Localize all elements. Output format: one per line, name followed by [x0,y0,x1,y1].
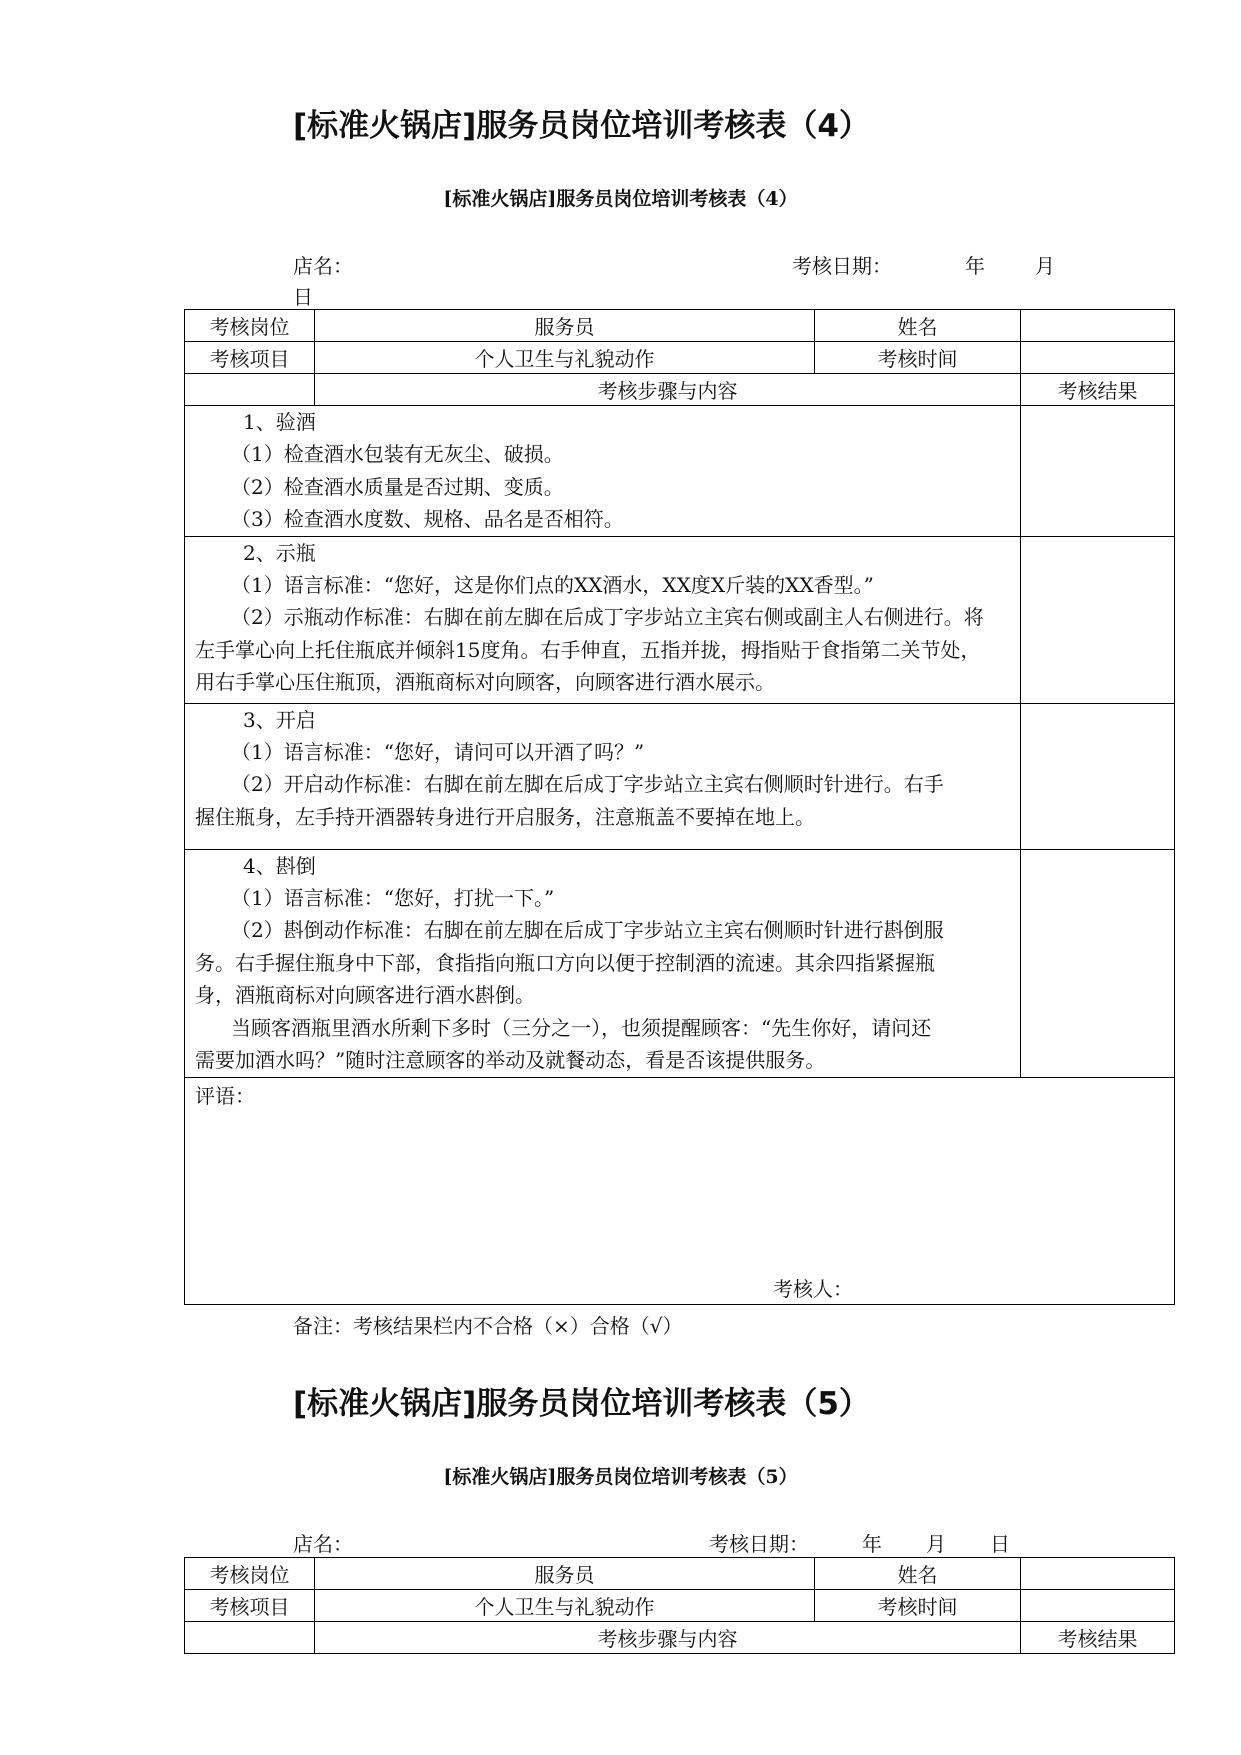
section-item: （2）开启动作标准：右脚在前左脚在后成丁字步站立主宾右侧顺时针进行。右手 [231,772,944,797]
steps-label: 考核步骤与内容 [315,1622,1021,1654]
form4-year: 年 [965,254,985,278]
examiner-label: 考核人： [773,1276,853,1301]
section-verify [185,406,1021,537]
section-title: 4、斟倒 [243,853,316,878]
section-item: 用右手掌心压住瓶顶，酒瓶商标对向顾客，向顾客进行酒水展示。 [195,670,775,695]
result-label: 考核结果 [1021,1622,1175,1654]
position-label: 考核岗位 [185,310,315,342]
section-item: （1）检查酒水包装有无灰尘、破损。 [231,442,564,467]
section-item: （1）语言标准：“您好，这是你们点的XX酒水，XX度X斤装的XX香型。” [231,573,874,598]
form5-subheading: [标准火锅店]服务员岗位培训考核表（5） [443,1466,798,1488]
form4-note: 备注：考核结果栏内不合格（×）合格（√） [293,1314,683,1338]
form5-heading: [标准火锅店]服务员岗位培训考核表（5） [293,1386,870,1422]
section-show-bottle [185,536,1021,703]
form5-table [184,1557,1175,1654]
form4-table [184,309,1175,1305]
comment-cell[interactable] [185,1077,1175,1304]
section-item: （2）斟倒动作标准：右脚在前左脚在后成丁字步站立主宾右侧顺时针进行斟倒服 [231,918,944,943]
section-open [185,703,1021,849]
name-value-cell[interactable] [1021,1558,1175,1590]
section-item: （2）示瓶动作标准：右脚在前左脚在后成丁字步站立主宾右侧或副主人右侧进行。将 [231,605,984,630]
form5-month: 月 [926,1532,946,1556]
result-cell[interactable] [1021,703,1175,849]
steps-label: 考核步骤与内容 [315,374,1021,406]
section-title: 1、验酒 [243,410,316,434]
section-title: 2、示瓶 [243,540,316,565]
section-item: 身，酒瓶商标对向顾客进行酒水斟倒。 [195,983,535,1008]
position-value: 服务员 [315,1558,815,1590]
blank-cell [185,374,315,406]
section-item: 务。右手握住瓶身中下部，食指指向瓶口方向以便于控制酒的流速。其余四指紧握瓶 [195,950,935,975]
form4-heading: [标准火锅店]服务员岗位培训考核表（4） [293,108,870,144]
blank-cell [185,1622,315,1654]
form5-year: 年 [862,1532,882,1556]
name-label: 姓名 [815,1558,1021,1590]
item-value: 个人卫生与礼貌动作 [315,1590,815,1622]
name-label: 姓名 [815,310,1021,342]
section-item: 需要加酒水吗？”随时注意顾客的举动及就餐动态，看是否该提供服务。 [195,1048,826,1073]
section-item: （1）语言标准：“您好，请问可以开酒了吗？” [231,740,645,765]
form4-day: 日 [293,285,313,309]
form5-day: 日 [990,1532,1010,1556]
comment-label: 评语： [195,1083,255,1108]
position-value: 服务员 [315,310,815,342]
form5-store-label: 店名： [293,1532,353,1556]
form5-date-label: 考核日期： [709,1532,809,1556]
item-label: 考核项目 [185,342,315,374]
section-pour [185,849,1021,1077]
result-cell[interactable] [1021,406,1175,537]
form4-subheading: [标准火锅店]服务员岗位培训考核表（4） [443,188,798,210]
item-value: 个人卫生与礼貌动作 [315,342,815,374]
section-item: 左手掌心向上托住瓶底并倾斜15度角。右手伸直，五指并拢，拇指贴于食指第二关节处， [195,637,981,662]
section-item: （1）语言标准：“您好，打扰一下。” [231,886,555,911]
section-item: 握住瓶身，左手持开酒器转身进行开启服务，注意瓶盖不要掉在地上。 [195,804,815,829]
position-label: 考核岗位 [185,1558,315,1590]
result-cell[interactable] [1021,536,1175,703]
section-title: 3、开启 [243,707,316,732]
result-label: 考核结果 [1021,374,1175,406]
time-label: 考核时间 [815,1590,1021,1622]
item-label: 考核项目 [185,1590,315,1622]
form4-date-label: 考核日期： [792,254,892,278]
time-value-cell[interactable] [1021,342,1175,374]
result-cell[interactable] [1021,849,1175,1077]
section-item: 当顾客酒瓶里酒水所剩下多时（三分之一），也须提醒顾客：“先生你好，请问还 [231,1015,932,1040]
time-label: 考核时间 [815,342,1021,374]
time-value-cell[interactable] [1021,1590,1175,1622]
name-value-cell[interactable] [1021,310,1175,342]
section-item: （3）检查酒水度数、规格、品名是否相符。 [231,507,624,532]
form4-store-label: 店名： [293,254,353,278]
section-item: （2）检查酒水质量是否过期、变质。 [231,474,564,499]
form4-month: 月 [1035,254,1055,278]
